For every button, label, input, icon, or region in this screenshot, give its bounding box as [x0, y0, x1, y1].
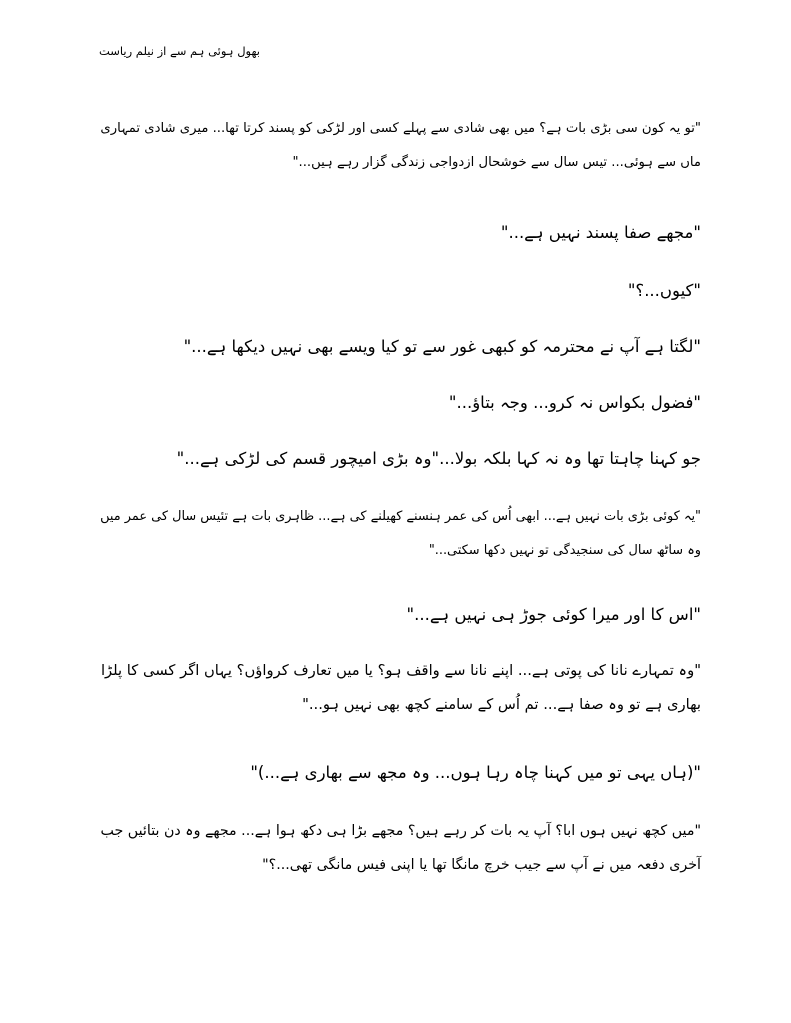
paragraph-line: "اس کا اور میرا کوئی جوڑ ہی نہیں ہے..." [406, 605, 701, 624]
paragraph-line: آخری دفعہ میں نے آپ سے جیب خرچ مانگا تھا یا اپنی فیس مانگی تھی...؟" [262, 857, 701, 873]
paragraph-line: "(ہاں یہی تو میں کہنا چاہ رہا ہوں... وہ مجھ سے بھاری ہے...)" [250, 763, 701, 782]
paragraph-line: "لگتا ہے آپ نے محترمہ کو کبھی غور سے تو کیا ویسے بھی نہیں دیکھا ہے..." [183, 337, 701, 356]
paragraph-line: "تو یہ کون سی بڑی بات ہے؟ میں بھی شادی سے پہلے کسی اور لڑکی کو پسند کرتا تھا... میری شادی تمہاری [100, 121, 701, 136]
paragraph-line: جو کہنا چاہتا تھا وہ نہ کہا بلکہ بولا..."وہ بڑی امیچور قسم کی لڑکی ہے..." [176, 449, 701, 468]
running-header: بھول ہوئی ہم سے از نیلم ریاست [98, 44, 260, 58]
paragraph-line: "یہ کوئی بڑی بات نہیں ہے... ابھی اُس کی عمر ہنسنے کھیلنے کی ہے... ظاہری بات ہے تئیس سال کی عمر میں [100, 509, 701, 524]
paragraph-line: بھاری ہے تو وہ صفا ہے... تم اُس کے سامنے کچھ بھی نہیں ہو..." [302, 696, 701, 713]
paragraph-4 [184, 330, 701, 364]
paragraph-11 [101, 814, 701, 882]
paragraph-10 [250, 756, 701, 790]
paragraph-7 [100, 500, 701, 568]
paragraph-line: وہ ساٹھ سال کی سنجیدگی تو نہیں دکھا سکتی..." [428, 543, 701, 558]
paragraph-1 [100, 112, 701, 180]
paragraph-line: "میں کچھ نہیں ہوں ابا؟ آپ یہ بات کر رہے ہیں؟ مجھے بڑا ہی دکھ ہوا ہے... مجھے وہ دن بتائیں جب [100, 823, 701, 839]
paragraph-5 [449, 386, 701, 420]
paragraph-line: "فضول بکواس نہ کرو... وجہ بتاؤ..." [448, 393, 701, 412]
paragraph-2 [501, 216, 701, 250]
paragraph-3 [628, 274, 701, 308]
paragraph-line: "وہ تمہارے نانا کی پوتی ہے... اپنے نانا سے واقف ہو؟ یا میں تعارف کرواؤں؟ یہاں اگر کسی کا پلڑا [100, 662, 701, 679]
paragraph-8 [407, 598, 701, 632]
paragraph-line: "کیوں...؟" [627, 281, 701, 300]
paragraph-line: "مجھے صفا پسند نہیں ہے..." [500, 223, 701, 242]
paragraph-9 [101, 654, 701, 722]
paragraph-6 [177, 442, 701, 476]
paragraph-line: ماں سے ہوئی... تیس سال سے خوشحال ازدواجی زندگی گزار رہے ہیں..." [292, 155, 701, 170]
